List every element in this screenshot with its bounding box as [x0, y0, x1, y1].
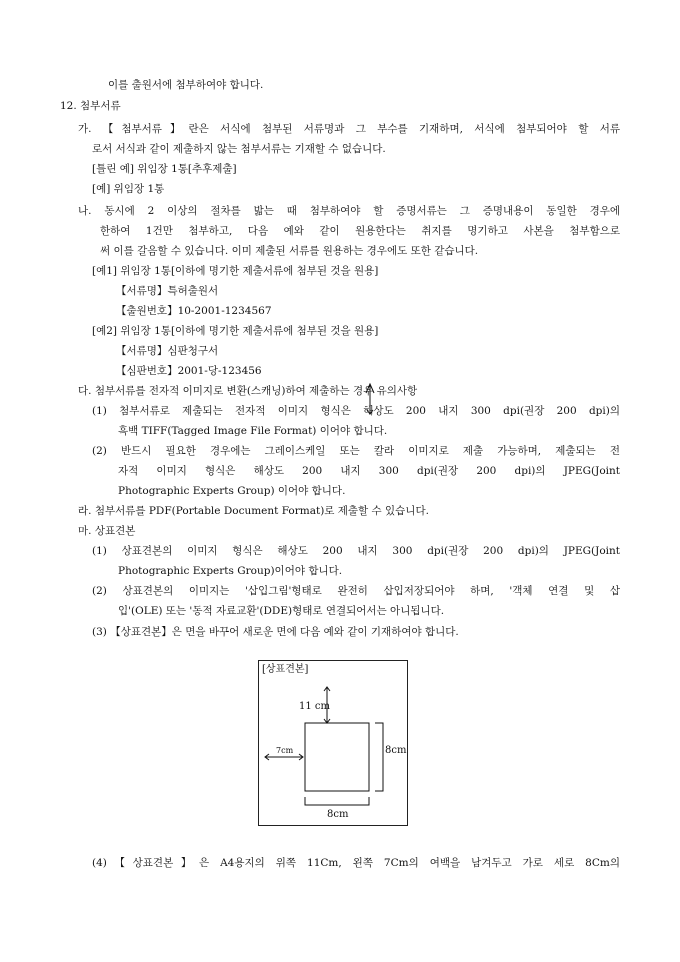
figure-drawing: [259, 661, 407, 825]
text-line: (3) 【상표견본】은 면을 바꾸어 새로운 면에 다음 예와 같이 기재하여야 합니다.: [92, 626, 459, 638]
text-line: 가. 【첨부서류】란은 서식에 첨부된 서류명과 그 부수를 기재하며, 서식에 첨부되어야 할 서류: [78, 123, 620, 135]
text-line: (1) 첨부서류로 제출되는 전자적 이미지 형식은 해상도 200 내지 300 dpi(권장 200 dpi)의: [92, 405, 620, 417]
trademark-sample-figure: [258, 660, 408, 826]
text-line: 한하여 1건만 첨부하고, 다음 예와 같이 원용한다는 취지를 명기하고 사본을 첨부함으로: [100, 225, 620, 237]
text-line: 【심판번호】2001-당-123456: [116, 365, 262, 377]
text-line: 써 이를 갈음할 수 있습니다. 이미 제출된 서류를 원용하는 경우에도 또한 같습니다.: [100, 245, 479, 257]
text-line: 마. 상표견본: [78, 525, 136, 537]
text-line: Photographic Experts Group)이어야 합니다.: [118, 565, 343, 577]
text-line: 나. 동시에 2 이상의 절차를 밟는 때 첨부하여야 할 증명서류는 그 증명내용이 동일한 경우에: [78, 205, 620, 217]
text-line: 로서 서식과 같이 제출하지 않는 첨부서류는 기재할 수 없습니다.: [92, 143, 386, 155]
text-line: 입'(OLE) 또는 '동적 자료교환'(DDE)형태로 연결되어서는 아니됩니다.: [118, 605, 445, 617]
text-line: 【출원번호】10-2001-1234567: [116, 305, 272, 317]
text-line: 흑백 TIFF(Tagged Image File Format) 이어야 합니다.: [118, 425, 388, 437]
text-line: (2) 반드시 필요한 경우에는 그레이스케일 또는 칼라 이미지로 제출 가능하며, 제출되는 전: [92, 445, 620, 457]
left-margin-label: 7cm: [276, 746, 294, 755]
text-line: 다. 첨부서류를 전자적 이미지로 변환(스캐닝)하여 제출하는 경우 유의사항: [78, 385, 418, 397]
height-label: 8cm: [385, 745, 407, 756]
figure-title: [상표견본]: [262, 664, 309, 675]
text-line: 자적 이미지 형식은 해상도 200 내지 300 dpi(권장 200 dpi)의 JPEG(Joint: [118, 465, 620, 477]
text-line: [예2] 위임장 1통[이하에 명기한 제출서류에 첨부된 것을 원용]: [92, 325, 379, 337]
text-line: 라. 첨부서류를 PDF(Portable Document Format)로 제출할 수 있습니다.: [78, 505, 429, 517]
text-line: [틀린 예] 위임장 1통[추후제출]: [92, 163, 237, 175]
section-heading: 12. 첨부서류: [60, 100, 121, 112]
text-line: (4)【상표견본】은 A4용지의 위쪽 11Cm, 왼쪽 7Cm의 여백을 남겨두고 가로 세로 8Cm의: [92, 857, 620, 869]
text-line: 【서류명】심판청구서: [116, 345, 219, 357]
text-line: [예1] 위임장 1통[이하에 명기한 제출서류에 첨부된 것을 원용]: [92, 265, 379, 277]
text-line: [예] 위임장 1통: [92, 183, 165, 195]
text-line: (2) 상표견본의 이미지는 '삽입그림'형태로 완전히 삽입저장되어야 하며, '객체 연결 및 삽: [92, 585, 620, 597]
text-line: 이를 출원서에 첨부하여야 합니다.: [108, 79, 264, 91]
text-line: 【서류명】특허출원서: [116, 285, 219, 297]
text-line: (1) 상표견본의 이미지 형식은 해상도 200 내지 300 dpi(권장 200 dpi)의 JPEG(Joint: [92, 545, 620, 557]
top-margin-label: 11 cm: [299, 701, 330, 712]
text-line: Photographic Experts Group) 이어야 합니다.: [118, 485, 346, 497]
width-label: 8cm: [327, 809, 349, 820]
